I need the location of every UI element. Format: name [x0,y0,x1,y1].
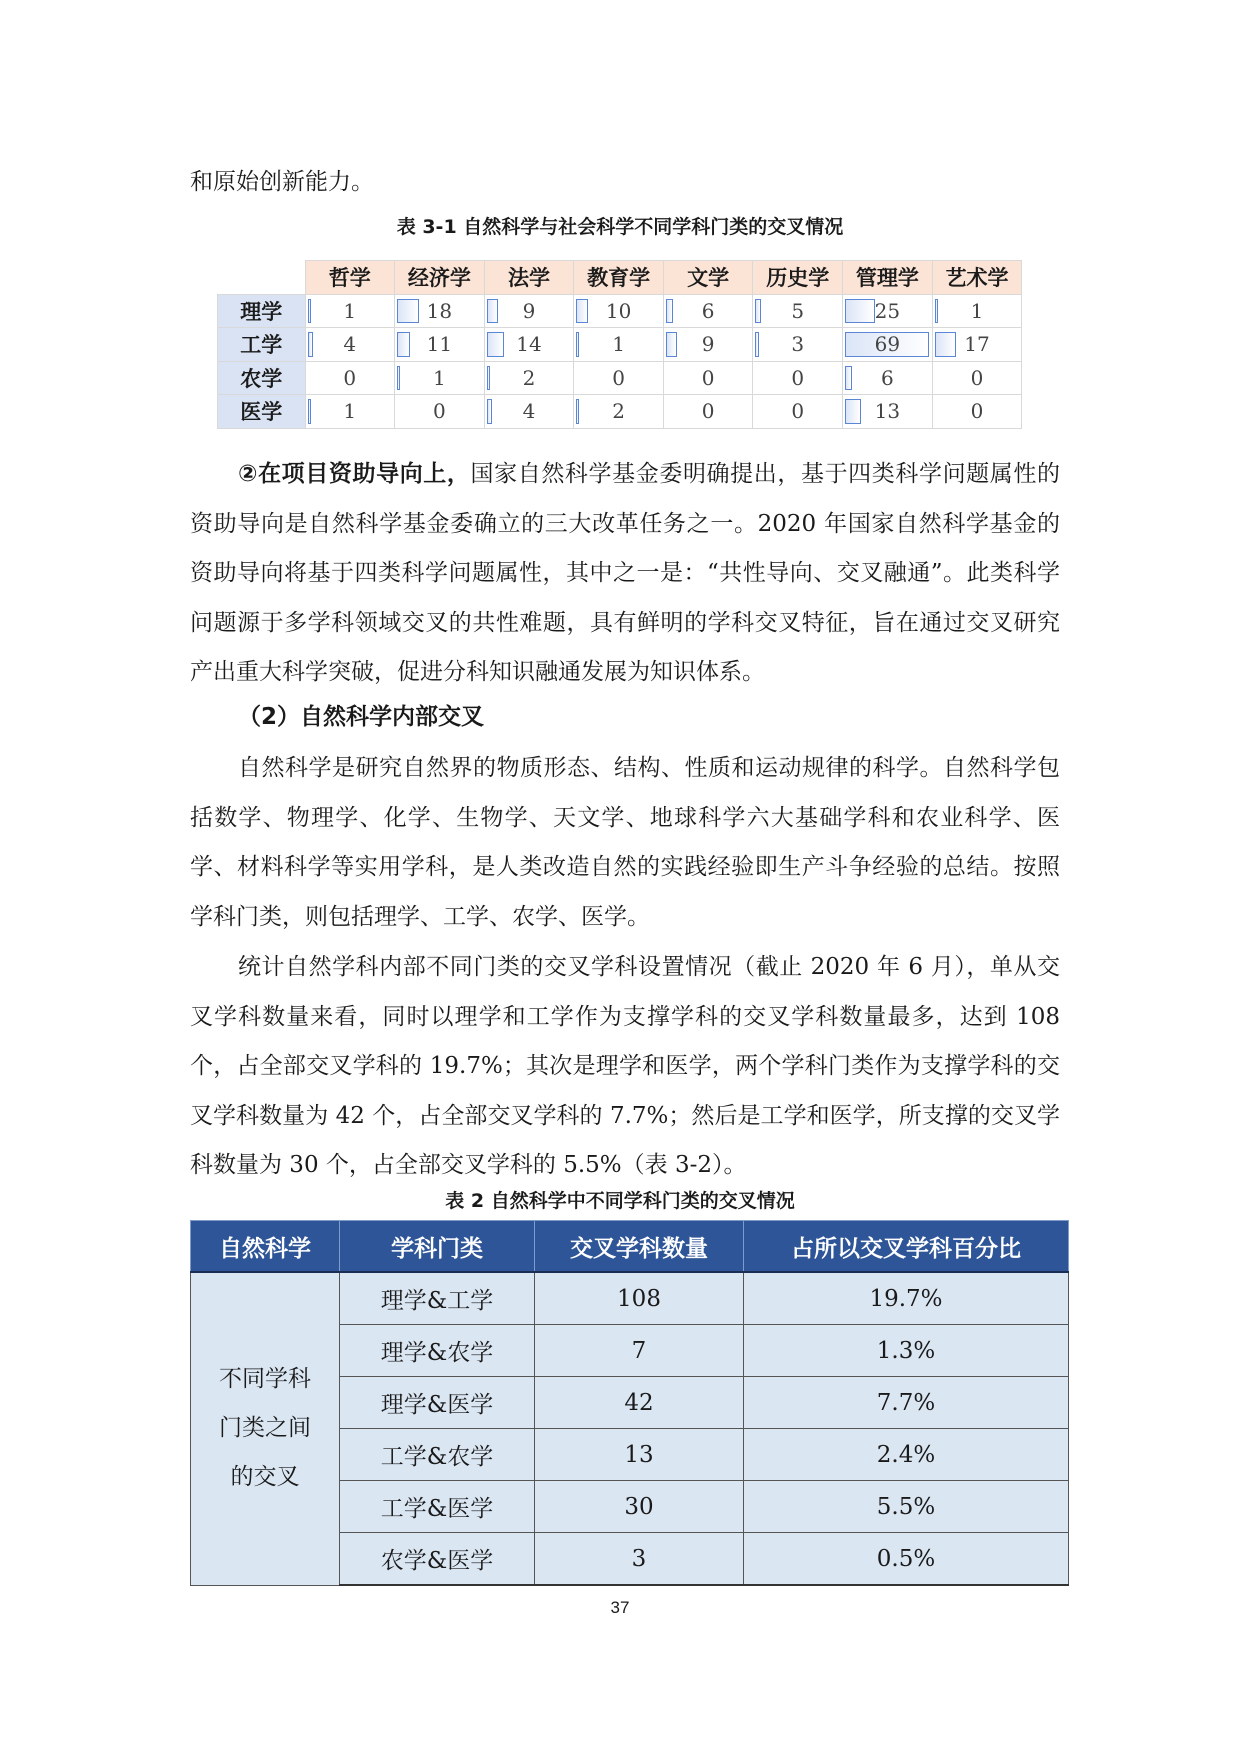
table1-data-cell [305,328,395,362]
cell-value: 13 [874,399,901,424]
cell-value: 1 [343,298,357,323]
table2-group-cell [191,1272,340,1585]
pair-cell: 工学&医学 [340,1481,535,1533]
percent-cell: 5.5% [744,1481,1069,1533]
pair-cell: 理学&工学 [340,1272,535,1325]
data-bar [487,299,498,324]
table1-data-cell [574,361,664,395]
cell-value: 0 [701,399,715,424]
table1-col-header: 经济学 [395,261,485,295]
table1-row [218,328,1022,362]
table1-data-cell [395,328,485,362]
data-bar [487,366,490,391]
cell-value: 10 [605,298,632,323]
data-bar [935,332,956,357]
percent-cell: 19.7% [744,1272,1069,1325]
pair-cell: 理学&医学 [340,1377,535,1429]
group-label-line: 的交叉 [230,1464,300,1491]
table1-row-header: 理学 [218,294,306,328]
percent-cell: 0.5% [744,1533,1069,1586]
table1-data-cell [395,294,485,328]
table1-col-header: 哲学 [305,261,395,295]
pair-cell: 工学&农学 [340,1429,535,1481]
count-cell: 7 [535,1325,744,1377]
table1-data-cell [932,361,1022,395]
table1-col-header: 管理学 [843,261,933,295]
table1-data-cell [932,395,1022,429]
cell-value: 0 [701,365,715,390]
funding-body: 国家自然科学基金委明确提出，基于四类科学问题属性的资助导向是自然科学基金委确立的三大改革任务之一。2020 年国家自然科学基金的资助导向将基于四类科学问题属性，其中之一是：“共性导向、交叉融通”。此类科学问题源于多学科领域交叉的共性难题，具有鲜明的学科交叉特征，旨在通过交叉研究产出重大科学突破，促进分科知识融通发展为知识体系。 [190,461,1060,685]
cell-value: 14 [516,332,542,357]
table1-header-row [218,261,1022,295]
table1-row [218,361,1022,395]
cell-value: 0 [791,399,805,424]
table1-data-cell [663,361,753,395]
table1-data-cell [305,361,395,395]
cell-value: 18 [426,298,453,323]
cell-value: 1 [612,332,625,357]
data-bar [666,299,673,324]
percent-cell: 1.3% [744,1325,1069,1377]
table1-row-header: 医学 [218,395,306,429]
group-label-line: 门类之间 [219,1415,311,1442]
count-cell: 13 [535,1429,744,1481]
table1-data-cell [395,361,485,395]
cell-value: 9 [701,332,715,357]
count-cell: 30 [535,1481,744,1533]
cell-value: 1 [433,365,446,390]
cell-value: 6 [701,298,715,323]
cell-value: 11 [426,332,453,357]
table1-data-cell [843,328,933,362]
table1-data-cell [663,395,753,429]
table1-caption: 表 3-1 自然科学与社会科学不同学科门类的交叉情况 [396,216,844,238]
table1-data-cell [843,361,933,395]
table2-header: 自然科学 [191,1221,340,1273]
table1-col-header: 法学 [484,261,574,295]
table1-row [218,294,1022,328]
table1-data-cell [932,328,1022,362]
cell-value: 6 [880,365,894,390]
table1-row-header: 工学 [218,328,306,362]
data-bar [576,399,579,424]
natural-science-paragraph: 自然科学是研究自然界的物质形态、结构、性质和运动规律的科学。自然科学包括数学、物理学、化学、生物学、天文学、地球科学六大基础学科和农业科学、医学、材料科学等实用学科，是人类改造自然的实践经验即生产斗争经验的总结。按照学科门类，则包括理学、工学、农学、医学。 [190,755,1060,930]
table1-row [218,395,1022,429]
table2-header-row [191,1221,1069,1273]
table1-data-cell [395,395,485,429]
cell-value: 2 [612,399,625,424]
data-bar [576,299,588,324]
cell-value: 4 [343,332,357,357]
table1-data-cell [663,328,753,362]
pair-cell: 农学&医学 [340,1533,535,1586]
table1-data-cell [305,294,395,328]
section-heading: （2）自然科学内部交叉 [238,704,485,730]
data-bar [308,332,313,357]
data-bar [845,299,875,324]
table1-data-cell [484,361,574,395]
table1-col-header: 教育学 [574,261,664,295]
cell-value: 0 [970,399,984,424]
table1-row-header: 农学 [218,361,306,395]
data-bar [397,332,410,357]
cell-value: 3 [791,332,805,357]
data-bar [487,332,504,357]
table1-col-header: 艺术学 [932,261,1022,295]
data-bar [308,299,311,324]
table2-header: 占所以交叉学科百分比 [744,1221,1069,1273]
table1-data-cell [753,361,843,395]
cell-value: 0 [433,399,446,424]
data-bar [308,399,311,424]
table1-data-cell [305,395,395,429]
percent-cell: 7.7% [744,1377,1069,1429]
percent-cell: 2.4% [744,1429,1069,1481]
table1-data-cell [753,395,843,429]
funding-paragraph [190,450,1060,698]
pair-cell: 理学&农学 [340,1325,535,1377]
table2-internal-cross [190,1220,1069,1586]
data-bar [576,332,579,357]
intro-tail-paragraph: 和原始创新能力。 [190,169,374,195]
table2-caption: 表 2 自然科学中不同学科门类的交叉情况 [445,1190,795,1212]
funding-lead: ②在项目资助导向上， [238,461,471,487]
table1-data-cell [663,294,753,328]
data-bar [845,399,861,424]
group-label-line: 不同学科 [219,1366,311,1393]
cell-value: 9 [522,298,536,323]
table1-data-cell [574,328,664,362]
page-number: 37 [610,1598,630,1617]
table1-data-cell [843,294,933,328]
table2-header: 交叉学科数量 [535,1221,744,1273]
cell-value: 0 [612,365,625,390]
table1-col-header: 文学 [663,261,753,295]
cell-value: 1 [970,298,984,323]
cell-value: 25 [874,298,901,323]
table1-cross-matrix [217,260,1022,429]
data-bar [845,366,852,391]
cell-value: 0 [970,365,984,390]
table2-header: 学科门类 [340,1221,535,1273]
cell-value: 2 [522,365,536,390]
data-bar [397,299,419,324]
count-cell: 108 [535,1272,744,1325]
table1-col-header: 历史学 [753,261,843,295]
count-cell: 3 [535,1533,744,1586]
table1-data-cell [753,328,843,362]
cell-value: 17 [964,332,990,357]
cell-value: 69 [874,332,901,357]
table1-data-cell [484,328,574,362]
data-bar [755,332,759,357]
cell-value: 0 [791,365,805,390]
data-bar [755,299,761,324]
data-bar [935,299,938,324]
table1-corner [218,261,306,295]
table1-data-cell [574,395,664,429]
table1-data-cell [484,294,574,328]
data-bar [666,332,677,357]
data-bar [397,366,400,391]
table1-data-cell [843,395,933,429]
table-row [191,1272,1069,1325]
cell-value: 0 [343,365,357,390]
cell-value: 5 [791,298,805,323]
statistics-paragraph: 统计自然学科内部不同门类的交叉学科设置情况（截止 2020 年 6 月），单从交叉学科数量来看，同时以理学和工学作为支撑学科的交叉学科数量最多，达到 108 个，占全部交叉学科的 19.7%；其次是理学和医学，两个学科门类作为支撑学科的交叉学科数量为 42 个，占全部交叉学科的 7.7%；然后是工学和医学，所支撑的交叉学科数量为 30 个，占全部交叉学科的 5.5%（表 3-2）。 [190,954,1060,1178]
table1-data-cell [753,294,843,328]
table1-data-cell [574,294,664,328]
data-bar [487,399,492,424]
cell-value: 4 [522,399,536,424]
count-cell: 42 [535,1377,744,1429]
table1-data-cell [932,294,1022,328]
table1-data-cell [484,395,574,429]
cell-value: 1 [343,399,357,424]
